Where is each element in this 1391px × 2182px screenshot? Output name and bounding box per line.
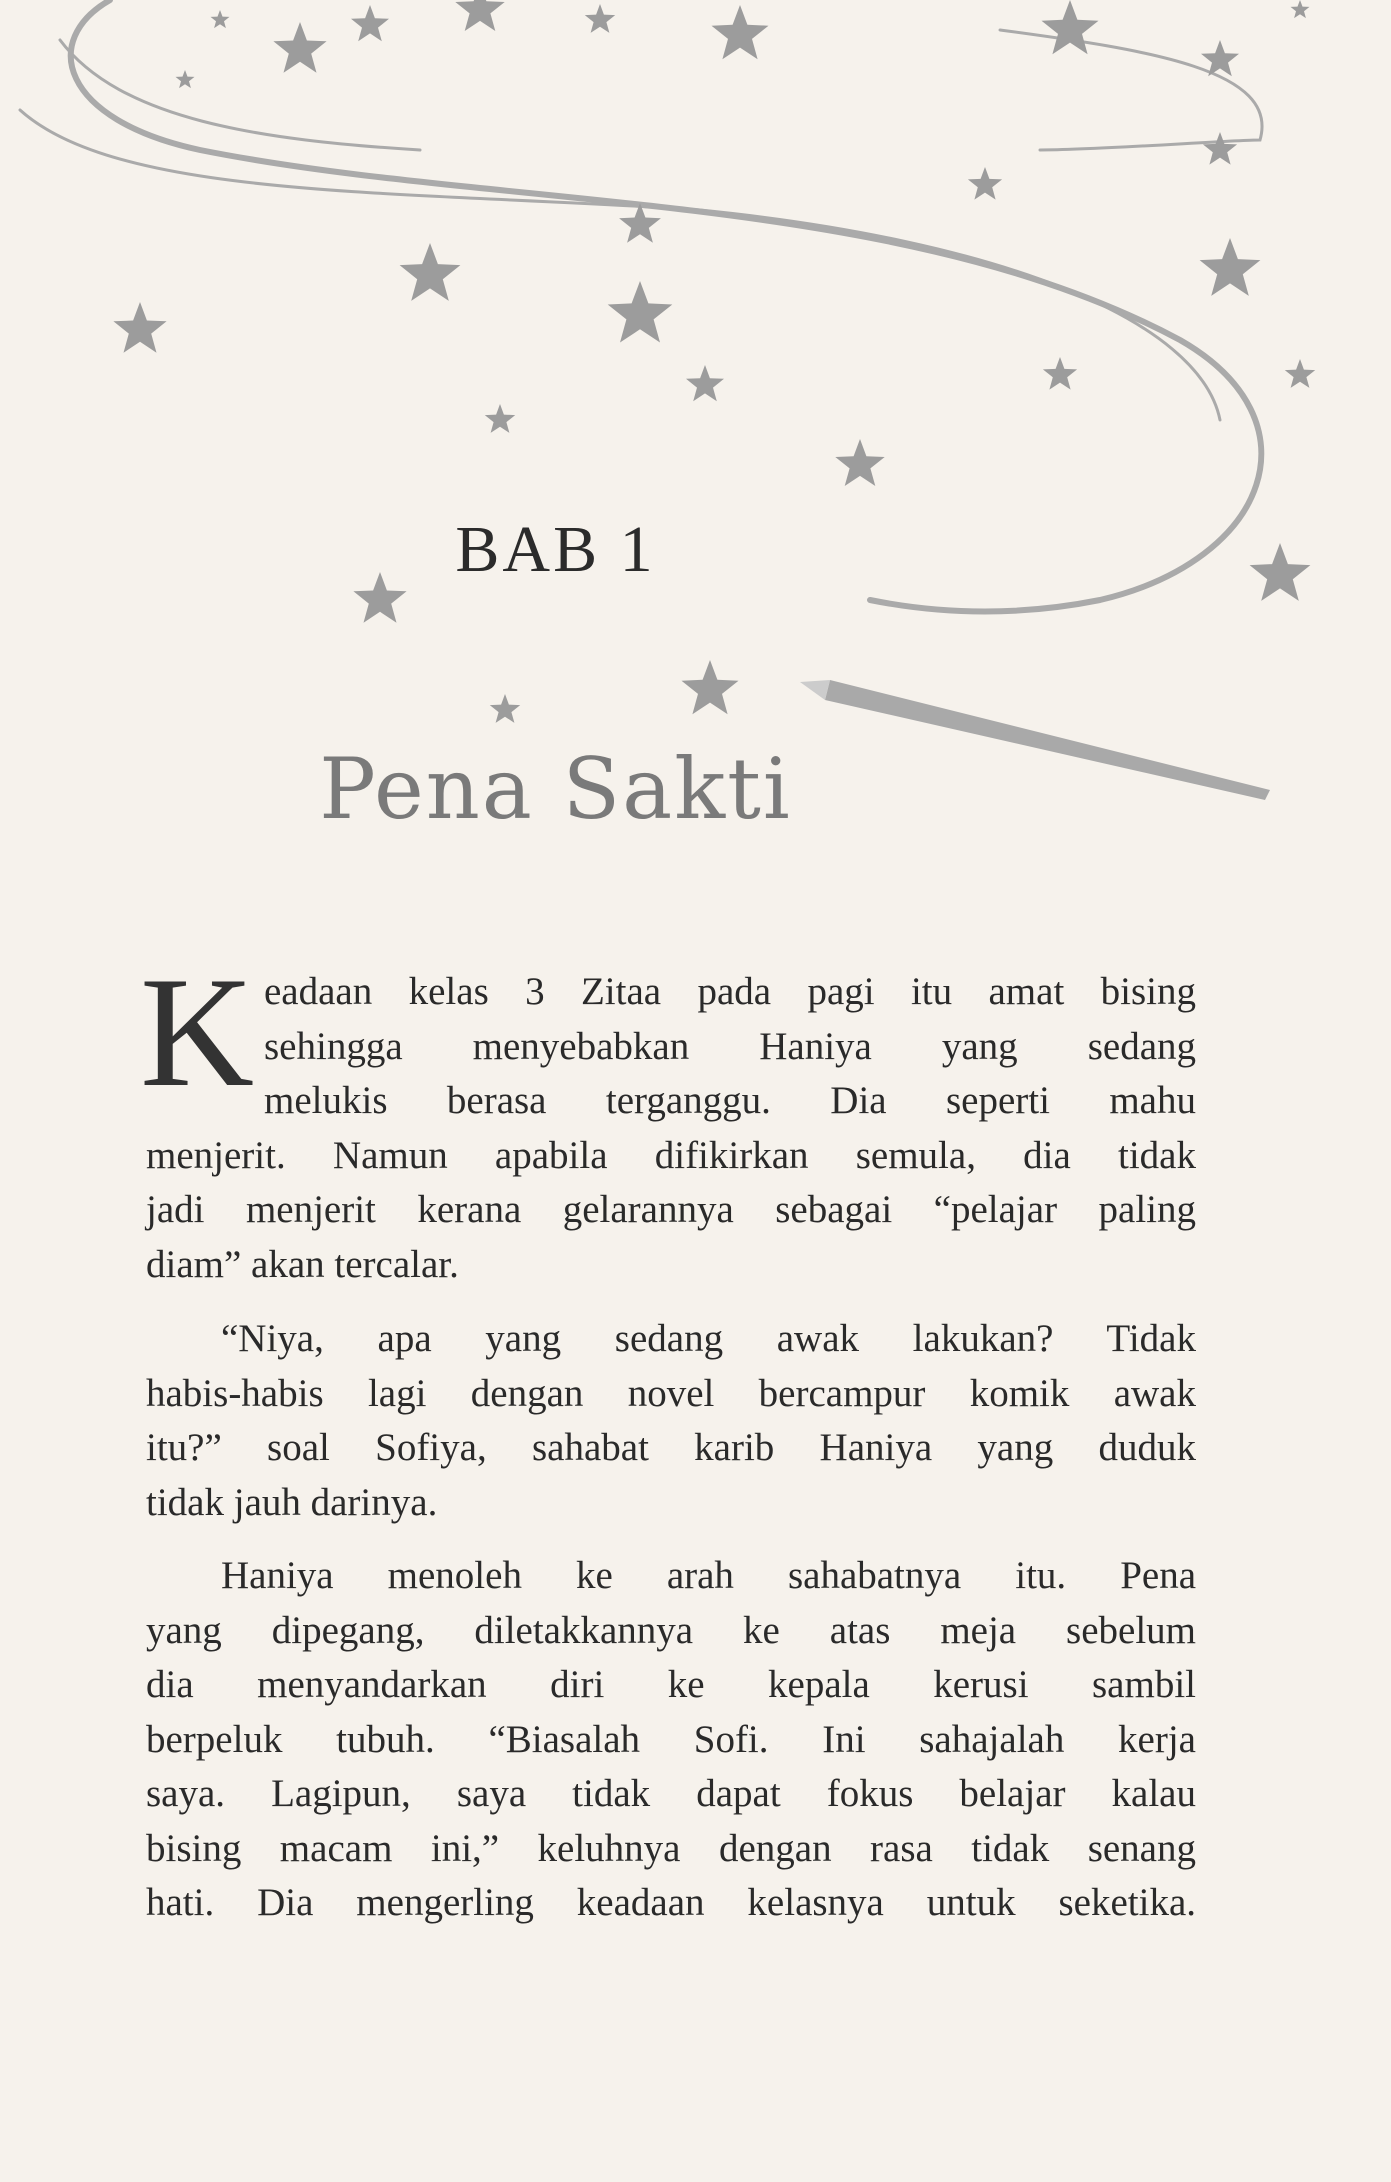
star-icon <box>835 439 884 486</box>
star-icon <box>682 660 739 714</box>
star-icon <box>211 10 230 28</box>
star-icon <box>113 302 166 353</box>
star-icon <box>1250 543 1311 601</box>
star-icon <box>485 404 515 433</box>
paragraph-3 <box>146 1549 1196 1931</box>
text-line: sehingga menyebabkan Haniya yang sedang <box>264 1024 1196 1068</box>
star-icon <box>273 22 326 73</box>
text-line: eadaan kelas 3 Zitaa pada pagi itu amat bising <box>264 970 1196 1013</box>
chapter-number: BAB 1 <box>455 513 656 586</box>
star-icon <box>968 167 1002 200</box>
star-icon <box>400 243 461 301</box>
star-icon <box>455 0 504 31</box>
star-icon <box>585 4 615 33</box>
star-icon <box>176 70 195 88</box>
text-line: berpeluk tubuh. “Biasalah Sofi. Ini sahajalah kerja <box>146 1717 1196 1761</box>
star-icon <box>1203 132 1237 165</box>
star-icon <box>1200 238 1261 296</box>
star-icon <box>1043 357 1077 390</box>
text-line: saya. Lagipun, saya tidak dapat fokus belajar kalau <box>146 1772 1196 1815</box>
text-line: bising macam ini,” keluhnya dengan rasa tidak senang <box>146 1826 1196 1870</box>
star-icon <box>1285 359 1315 388</box>
star-icon <box>1291 0 1310 18</box>
stars <box>113 0 1315 723</box>
text-line: hati. Dia mengerling keadaan kelasnya untuk seketika. <box>146 1881 1196 1924</box>
text-line: yang dipegang, diletakkannya ke atas meja sebelum <box>146 1608 1196 1652</box>
text-line: Haniya menoleh ke arah sahabatnya itu. Pena <box>221 1554 1196 1597</box>
paragraph-1 <box>146 965 1196 1292</box>
text-line: jadi menjerit kerana gelarannya sebagai “pelajar paling <box>146 1188 1196 1231</box>
text-line: “Niya, apa yang sedang awak lakukan? Tidak <box>221 1317 1196 1360</box>
text-line: melukis berasa terganggu. Dia seperti mahu <box>264 1079 1196 1122</box>
text-line: menjerit. Namun apabila difikirkan semula, dia tidak <box>146 1133 1196 1177</box>
text-line: habis-habis lagi dengan novel bercampur komik awak <box>146 1371 1196 1415</box>
paragraph-2 <box>146 1312 1196 1530</box>
star-icon <box>686 365 724 401</box>
star-icon <box>351 5 389 41</box>
text-line: itu?” soal Sofiya, sahabat karib Haniya yang duduk <box>146 1426 1196 1469</box>
drop-cap: K <box>140 945 255 1120</box>
star-icon <box>490 694 520 723</box>
text-line: tidak jauh darinya. <box>146 1480 438 1524</box>
text-line: dia menyandarkan diri ke kepala kerusi sambil <box>146 1663 1196 1706</box>
text-line: diam” akan tercalar. <box>146 1242 459 1286</box>
chapter-title: Pena Sakti <box>319 740 792 838</box>
star-icon <box>608 281 673 343</box>
star-icon <box>712 5 769 59</box>
star-icon <box>1042 0 1099 54</box>
